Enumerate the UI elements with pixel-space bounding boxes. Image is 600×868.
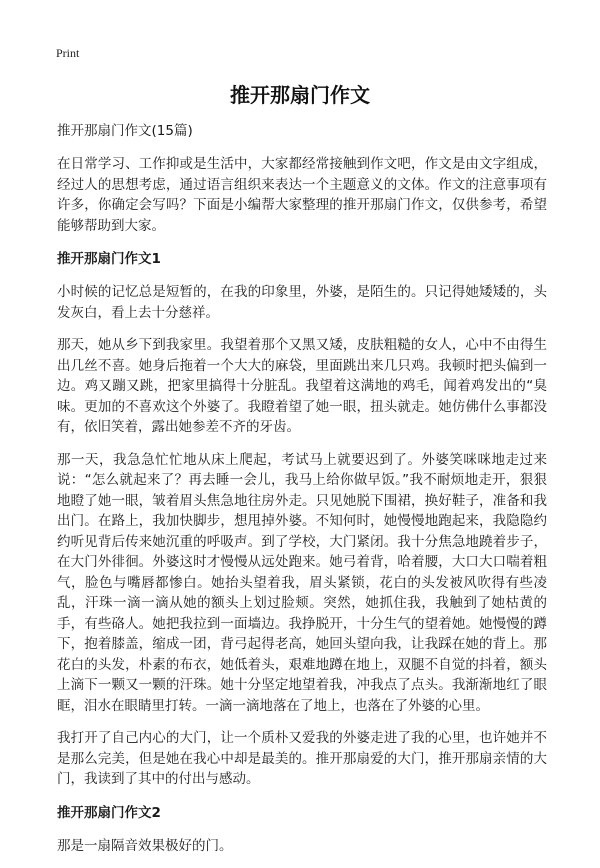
paragraph: 小时候的记忆总是短暂的，在我的印象里，外婆，是陌生的。只记得她矮矮的，头发灰白，看上去十分慈祥。 [57, 284, 547, 321]
section-heading: 推开那扇门作文2 [57, 804, 161, 821]
intro-paragraph: 在日常学习、工作抑或是生活中，大家都经常接触到作文吧，作文是由文字组成，经过人的思想考虑，通过语言组织来表达一个主题意义的文体。作文的注意事项有许多，你确定会写吗？下面是小编帮大家整理的推开那扇门作文，仅供参考，希望能够帮助到大家。 [57, 156, 547, 234]
paragraph: 那一天，我急急忙忙地从床上爬起，考试马上就要迟到了。外婆笑咪咪地走过来说：“怎么就起来了？再去睡一会儿，我马上给你做早饭。”我不耐烦地走开，狠狠地瞪了她一眼，皱着眉头焦急地往房外走。只见她脱下围裙，换好鞋子，准备和我出门。在路上，我加快脚步，想甩掉外婆。不知何时，她慢慢地跑起来，我隐隐约约听见背后传来她沉重的呼吸声。到了学校，大门紧闭。我十分焦急地蹺着步子，在大门外徘徊。外婆这时才慢慢从远处跑来。她弓着背，哈着腰，大口大口喘着粗气，脸色与嘴唇都惨白。她抬头望着我，眉头紧锁，花白的头发被风吹得有些凌乱，汗珠一滴一滴从她的额头上划过脸颊。突然，她抓住我，我触到了她枯黄的手，有些硌人。她把我拉到一面墙边。我挣脱开，十分生气的望着她。她慢慢的蹲下，抱着膝盖，缩成一团，背弓起得老高，她回头望向我，让我踩在她的背上。那花白的头发，朴素的布衣，她低着头，艰难地蹲在地上，双腿不自觉的抖着，额头上滴下一颗又一颗的汗珠。她十分坚定地望着我，冲我点了点头。我渐渐地红了眼眶，泪水在眼睛里打转。一滴一滴地落在了地上，也落在了外婆的心里。 [57, 451, 547, 714]
page-title: 推开那扇门作文 [230, 83, 370, 107]
paragraph: 我打开了自己内心的大门，让一个质朴又爱我的外婆走进了我的心里，也许她并不是那么完美，但是她在我心中却是最美的。推开那扇爱的大门，推开那扇亲情的大门，我读到了其中的付出与感动。 [57, 730, 547, 787]
print-label[interactable]: Print [56, 46, 80, 60]
paragraph: 那天，她从乡下到我家里。我望着那个又黑又矮，皮肤粗糙的女人，心中不由得生出几丝不喜。她身后拖着一个大大的麻袋，里面跳出来几只鸡。我顿时把头偏到一边。鸡又蹦又跳，把家里搞得十分脏乱。我望着这满地的鸡毛，闻着鸡发出的“臭味。更加的不喜欢这个外婆了。我瞪着望了她一眼，扭头就走。她仿佛什么事都没有，依旧笑着，露出她参差不齐的牙齿。 [57, 337, 547, 435]
document-subtitle: 推开那扇门作文(15篇) [57, 123, 193, 139]
document-body [57, 120, 547, 868]
paragraph: 那是一扇隔音效果极好的门。 [57, 837, 233, 854]
section-heading: 推开那扇门作文1 [57, 251, 161, 267]
